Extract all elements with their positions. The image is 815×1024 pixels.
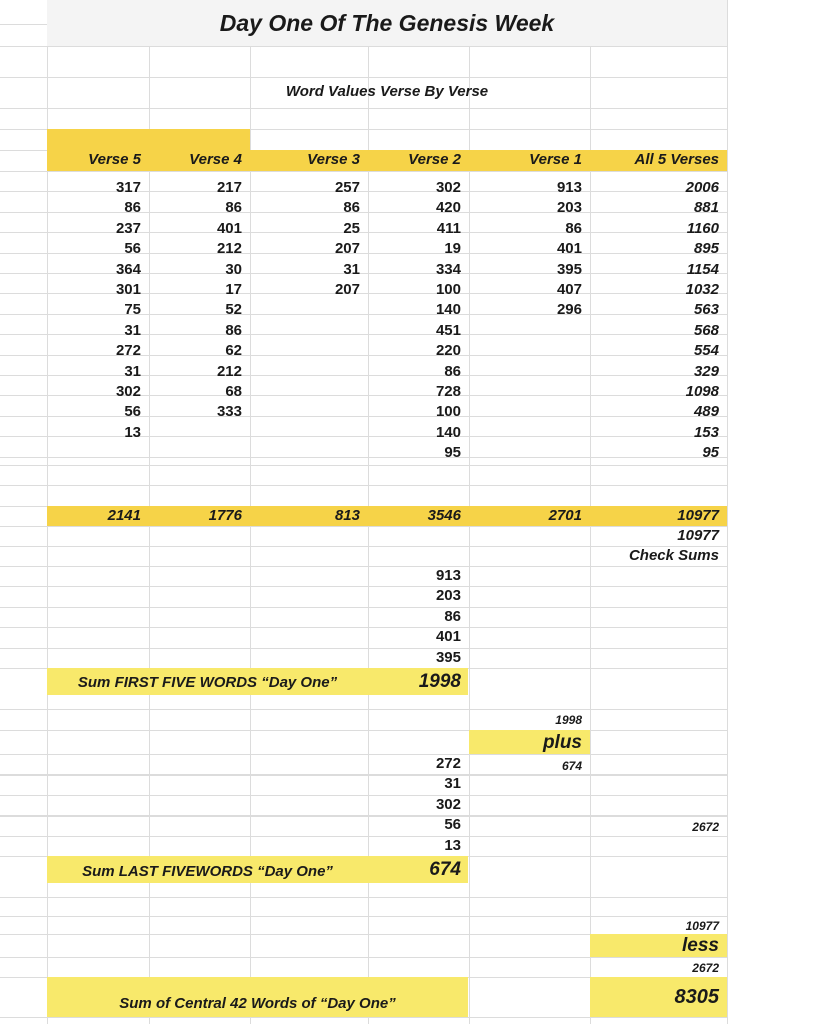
first-word-value[interactable]: 401 (435, 628, 461, 645)
cell-v2-row-8[interactable]: 451 (435, 322, 461, 339)
cell-v4-row-6[interactable]: 17 (225, 281, 242, 298)
header-verse-2[interactable]: Verse 2 (408, 151, 461, 168)
cell-v4-row-11[interactable]: 68 (225, 383, 242, 400)
last-word-value[interactable]: 272 (435, 755, 461, 772)
cell-v5-row-1[interactable]: 317 (115, 179, 141, 196)
cell-v5-row-9[interactable]: 272 (115, 342, 141, 359)
header-verse-1[interactable]: Verse 1 (529, 151, 582, 168)
total-verse-3[interactable]: 813 (334, 507, 360, 524)
grid-row-line (0, 897, 727, 898)
cell-all-row-2[interactable]: 881 (693, 199, 719, 216)
cell-v2-row-1[interactable]: 302 (435, 179, 461, 196)
cell-v1-row-6[interactable]: 407 (556, 281, 582, 298)
page-title: Day One Of The Genesis Week (47, 0, 727, 46)
last-word-value[interactable]: 13 (444, 837, 461, 854)
cell-v2-row-6[interactable]: 100 (435, 281, 461, 298)
cell-v2-row-2[interactable]: 420 (435, 199, 461, 216)
grid-row-line (0, 607, 727, 608)
header-all-verses[interactable]: All 5 Verses (634, 151, 719, 168)
cell-v5-row-7[interactable]: 75 (124, 301, 141, 318)
grid-column-line (727, 0, 728, 1024)
cell-v1-row-2[interactable]: 203 (556, 199, 582, 216)
cell-all-row-10[interactable]: 329 (693, 363, 719, 380)
cell-v2-row-13[interactable]: 140 (435, 424, 461, 441)
cell-v1-row-1[interactable]: 913 (556, 179, 582, 196)
cell-all-row-7[interactable]: 563 (693, 301, 719, 318)
grid-row-line (0, 730, 727, 731)
grid-row-line (0, 648, 727, 649)
grid-row-line (0, 1017, 727, 1018)
less-bottom-value[interactable]: 2672 (692, 961, 719, 975)
cell-v5-row-3[interactable]: 237 (115, 220, 141, 237)
cell-v5-row-10[interactable]: 31 (124, 363, 141, 380)
grid-row-line (0, 171, 727, 172)
cell-v5-row-4[interactable]: 56 (124, 240, 141, 257)
cell-all-row-13[interactable]: 153 (693, 424, 719, 441)
cell-v1-row-3[interactable]: 86 (565, 220, 582, 237)
cell-all-row-6[interactable]: 1032 (685, 281, 719, 298)
combined-value[interactable]: 2672 (692, 820, 719, 834)
cell-all-row-4[interactable]: 895 (693, 240, 719, 257)
grid-row-line (0, 108, 727, 109)
cell-all-row-5[interactable]: 1154 (686, 261, 719, 278)
first-word-value[interactable]: 913 (435, 567, 461, 584)
cell-v4-row-4[interactable]: 212 (216, 240, 242, 257)
grid-row-line (0, 815, 727, 816)
grid-row-line (0, 566, 727, 567)
check-sums-label: Check Sums (628, 547, 719, 564)
cell-v3-row-5[interactable]: 31 (343, 261, 360, 278)
header-verse-4[interactable]: Verse 4 (189, 151, 242, 168)
cell-v5-row-2[interactable]: 86 (124, 199, 141, 216)
plus-top-value[interactable]: 1998 (555, 713, 582, 727)
cell-v5-row-13[interactable]: 13 (124, 424, 141, 441)
cell-all-row-8[interactable]: 568 (693, 322, 719, 339)
check-value[interactable]: 10977 (677, 527, 719, 544)
cell-all-row-9[interactable]: 554 (693, 342, 719, 359)
cell-v5-row-11[interactable]: 302 (115, 383, 141, 400)
cell-v5-row-6[interactable]: 301 (115, 281, 141, 298)
first-word-value[interactable]: 395 (435, 649, 461, 666)
cell-v4-row-2[interactable]: 86 (225, 199, 242, 216)
first-word-value[interactable]: 86 (444, 608, 461, 625)
less-top-value[interactable]: 10977 (685, 919, 719, 933)
cell-v3-row-1[interactable]: 257 (334, 179, 360, 196)
grid-row-line (0, 465, 727, 466)
cell-v3-row-3[interactable]: 25 (343, 220, 360, 237)
cell-v4-row-8[interactable]: 86 (225, 322, 242, 339)
plus-label: plus (542, 732, 582, 753)
cell-v5-row-5[interactable]: 364 (115, 261, 141, 278)
cell-v2-row-11[interactable]: 728 (435, 383, 461, 400)
cell-v2-row-9[interactable]: 220 (435, 342, 461, 359)
cell-v3-row-6[interactable]: 207 (334, 281, 360, 298)
cell-v3-row-2[interactable]: 86 (343, 199, 360, 216)
total-verse-5[interactable]: 2141 (107, 507, 141, 524)
cell-v2-row-4[interactable]: 19 (444, 240, 461, 257)
central-sum[interactable]: 8305 (674, 986, 719, 1008)
central-label: Sum of Central 42 Words of “Day One” (119, 995, 396, 1012)
cell-v1-row-7[interactable]: 296 (556, 301, 582, 318)
total-all-verses[interactable]: 10977 (677, 507, 719, 524)
cell-all-row-11[interactable]: 1098 (685, 383, 719, 400)
grid-row-line (0, 754, 727, 755)
header-verse-5[interactable]: Verse 5 (88, 151, 141, 168)
cell-all-row-14[interactable]: 95 (702, 444, 719, 461)
plus-bottom-value[interactable]: 674 (561, 759, 582, 773)
cell-v5-row-12[interactable]: 56 (124, 403, 141, 420)
grid-row-line (0, 774, 727, 775)
cell-v2-row-3[interactable]: 411 (436, 220, 461, 237)
grid-row-line (0, 485, 727, 486)
last-five-sum[interactable]: 674 (429, 859, 461, 880)
cell-v1-row-5[interactable]: 395 (556, 261, 582, 278)
grid-row-line (0, 46, 727, 47)
header-verse-3[interactable]: Verse 3 (307, 151, 360, 168)
last-word-value[interactable]: 56 (444, 816, 461, 833)
cell-v2-row-12[interactable]: 100 (435, 403, 461, 420)
grid-row-line (0, 77, 727, 78)
total-verse-1[interactable]: 2701 (548, 507, 582, 524)
first-five-sum[interactable]: 1998 (418, 671, 461, 692)
cell-v2-row-10[interactable]: 86 (444, 363, 461, 380)
cell-v4-row-3[interactable]: 401 (216, 220, 242, 237)
cell-v1-row-4[interactable]: 401 (556, 240, 582, 257)
last-word-value[interactable]: 31 (444, 775, 461, 792)
cell-all-row-3[interactable]: 1160 (686, 220, 719, 237)
cell-v2-row-5[interactable]: 334 (435, 261, 461, 278)
cell-v4-row-10[interactable]: 212 (216, 363, 242, 380)
grid-row-line (0, 795, 727, 796)
grid-row-line (0, 586, 727, 587)
cell-v4-row-5[interactable]: 30 (225, 261, 242, 278)
cell-v4-row-7[interactable]: 52 (225, 301, 242, 318)
cell-v3-row-4[interactable]: 207 (334, 240, 360, 257)
cell-v4-row-12[interactable]: 333 (216, 403, 242, 420)
cell-all-row-12[interactable]: 489 (693, 403, 719, 420)
cell-all-row-1[interactable]: 2006 (685, 179, 719, 196)
header-band-top (47, 129, 250, 150)
less-label: less (682, 935, 719, 956)
subtitle: Word Values Verse By Verse (285, 83, 489, 100)
total-verse-2[interactable]: 3546 (427, 507, 461, 524)
cell-v5-row-8[interactable]: 31 (124, 322, 141, 339)
first-five-label: Sum FIRST FIVE WORDS “Day One” (77, 674, 338, 691)
cell-v2-row-7[interactable]: 140 (435, 301, 461, 318)
cell-v2-row-14[interactable]: 95 (444, 444, 461, 461)
grid-row-line (0, 709, 727, 710)
first-word-value[interactable]: 203 (435, 587, 461, 604)
grid-row-line (0, 775, 727, 776)
total-verse-4[interactable]: 1776 (208, 507, 242, 524)
cell-v4-row-9[interactable]: 62 (225, 342, 242, 359)
cell-v4-row-1[interactable]: 217 (216, 179, 242, 196)
last-word-value[interactable]: 302 (435, 796, 461, 813)
last-five-label: Sum LAST FIVEWORDS “Day One” (82, 863, 333, 880)
grid-row-line (0, 627, 727, 628)
